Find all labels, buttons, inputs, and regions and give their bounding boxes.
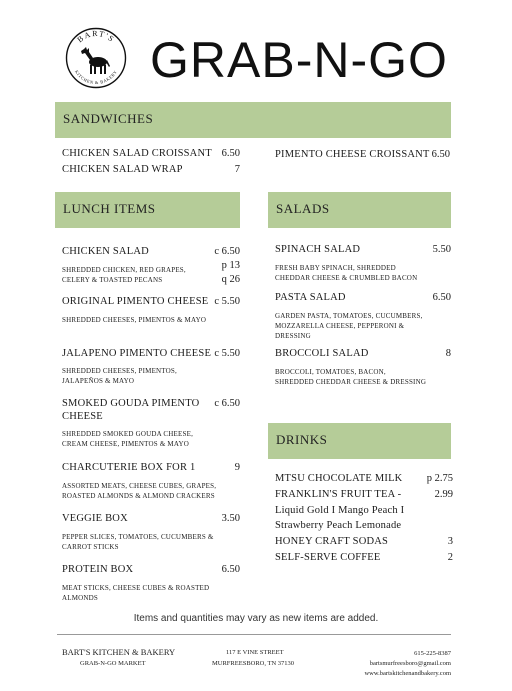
menu-item-price: 6.50: [221, 148, 240, 159]
menu-item-description: SHREDDED CHICKEN, RED GRAPES,: [62, 266, 186, 274]
section-header-drinks: [268, 423, 451, 459]
menu-item-description: SHREDDED CHEESES, PIMENTOS & MAYO: [62, 316, 207, 324]
menu-item-price: 9: [234, 462, 240, 473]
menu-item-name: SELF-SERVE COFFEE: [275, 552, 381, 563]
menu-item-name: Liquid Gold I Mango Peach I: [275, 505, 405, 516]
menu-item-price: q 26: [221, 274, 240, 285]
menu-item-price: 6.50: [431, 149, 450, 160]
menu-item-description: ALMONDS: [62, 594, 99, 602]
menu-item-name: CHICKEN SALAD: [62, 246, 149, 257]
menu-item-price: c 5.50: [214, 296, 240, 307]
menu-item-description: DRESSING: [275, 332, 311, 340]
menu-item-description: SHREDDED CHEDDAR CHEESE & DRESSING: [275, 378, 427, 386]
logo-subtext: KITCHEN & BAKERY: [73, 69, 119, 86]
footer-phone: 615-225-8387: [414, 650, 451, 657]
menu-item-price: c 5.50: [214, 348, 240, 359]
menu-item-name: SMOKED GOUDA PIMENTO: [62, 398, 200, 409]
divider: [57, 634, 451, 635]
section-header-lunch-items: [55, 192, 240, 228]
menu-item-description: SHREDDED CHEESES, PIMENTOS,: [62, 367, 177, 375]
footer-city: MURFREESBORO, TN 37130: [212, 660, 295, 667]
menu-item-description: CARROT STICKS: [62, 543, 119, 551]
menu-item-description: MOZZARELLA CHEESE, PEPPERONI &: [275, 322, 405, 330]
menu-item-name: MTSU CHOCOLATE MILK: [275, 473, 403, 484]
section-title: LUNCH ITEMS: [63, 201, 156, 216]
menu-item-name: HONEY CRAFT SODAS: [275, 536, 389, 547]
menu-item-name: CHARCUTERIE BOX FOR 1: [62, 462, 196, 473]
menu-item-name: PROTEIN BOX: [62, 564, 134, 575]
menu-item-price: c 6.50: [214, 398, 240, 409]
menu-item-price: 7: [234, 164, 240, 175]
page-title: GRAB-N-GO: [150, 32, 448, 88]
menu-item-name: ORIGINAL PIMENTO CHEESE: [62, 296, 209, 307]
menu-item-description: JALAPEÑOS & MAYO: [62, 377, 135, 385]
menu-item-name: PASTA SALAD: [275, 292, 346, 303]
menu-item-description: CHEDDAR CHEESE & CRUMBLED BACON: [275, 274, 418, 282]
menu-item-name: PIMENTO CHEESE CROISSANT: [275, 149, 430, 160]
menu-item-description: CREAM CHEESE, PIMENTOS & MAYO: [62, 440, 189, 448]
section-header-sandwiches: [55, 102, 451, 138]
menu-item-price: 6.50: [221, 564, 240, 575]
menu-item-price: 6.50: [432, 292, 451, 303]
logo-text: BART'S: [75, 28, 117, 45]
menu-item-name: JALAPENO PIMENTO CHEESE: [62, 348, 212, 359]
menu-item-description: GARDEN PASTA, TOMATOES, CUCUMBERS,: [275, 312, 423, 320]
menu-item-description: BROCCOLI, TOMATOES, BACON,: [275, 368, 386, 376]
menu-item-name: FRANKLIN'S FRUIT TEA -: [275, 489, 402, 500]
menu-item-name: VEGGIE BOX: [62, 513, 128, 524]
footer-street: 117 E VINE STREET: [226, 649, 284, 656]
menu-item-description: CELERY & TOASTED PECANS: [62, 276, 163, 284]
menu-item-name: SPINACH SALAD: [275, 244, 361, 255]
menu-item-description: ROASTED ALMONDS & ALMOND CRACKERS: [62, 492, 215, 500]
footer-business-name: BART'S KITCHEN & BAKERY: [62, 647, 176, 657]
footer-market-name: GRAB-N-GO MARKET: [80, 660, 146, 667]
menu-item-name-continued: CHEESE: [62, 411, 103, 422]
menu-item-price: 3.50: [221, 513, 240, 524]
menu-item-price: 2.99: [434, 489, 453, 500]
section-title: DRINKS: [276, 432, 328, 447]
menu-item-name: BROCCOLI SALAD: [275, 348, 369, 359]
menu-item-name: Strawberry Peach Lemonade: [275, 520, 402, 531]
logo: [65, 27, 127, 89]
footer-email[interactable]: bartsmurfreesboro@gmail.com: [369, 660, 451, 667]
section-header-salads: [268, 192, 451, 228]
menu-item-price: 3: [447, 536, 453, 547]
menu-item-description: SHREDDED SMOKED GOUDA CHEESE,: [62, 430, 194, 438]
menu-item-name: CHICKEN SALAD WRAP: [62, 164, 183, 175]
menu-item-price: 2: [447, 552, 453, 563]
menu-item-price: p 13: [221, 260, 240, 271]
availability-note: Items and quantities may vary as new items are added.: [133, 613, 379, 624]
menu-item-price: p 2.75: [426, 473, 453, 484]
menu-item-price: 5.50: [432, 244, 451, 255]
section-title: SALADS: [276, 201, 330, 216]
menu-item-description: FRESH BABY SPINACH, SHREDDED: [275, 264, 396, 272]
menu-item-price: c 6.50: [214, 246, 240, 257]
section-title: SANDWICHES: [63, 111, 154, 126]
footer-website[interactable]: www.bartskitchenandbakery.com: [364, 670, 451, 677]
menu-item-description: PEPPER SLICES, TOMATOES, CUCUMBERS &: [62, 533, 214, 541]
menu-item-price: 8: [445, 348, 451, 359]
menu-item-description: MEAT STICKS, CHEESE CUBES & ROASTED: [62, 584, 210, 592]
menu-item-description: ASSORTED MEATS, CHEESE CUBES, GRAPES,: [62, 482, 217, 490]
menu-item-name: CHICKEN SALAD CROISSANT: [62, 148, 212, 159]
